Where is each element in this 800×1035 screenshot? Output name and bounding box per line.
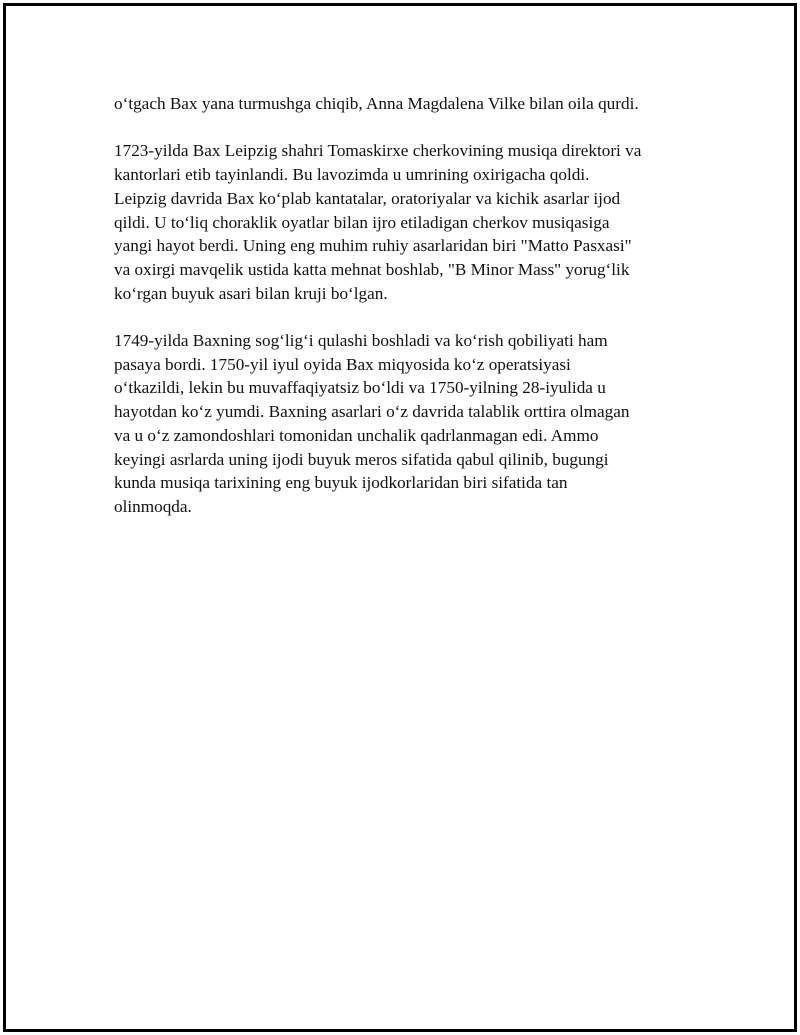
paragraph-leipzig-period: 1723-yilda Bax Leipzig shahri Tomaskirxe cherkovining musiqa direktori va kantorlari etib tayinlandi. Bu lavozimda u umrining oxirigacha qoldi. Leipzig davrida Bax ko‘plab kantatalar, oratoriyalar va kichik asarlar ijod qildi. U to‘liq choraklik oyatlar bilan ijro etiladigan cherkov musiqasiga yangi hayot berdi. Uning eng muhim ruhiy asarlaridan biri "Matto Pasxasi" va oxirgi mavqelik ustida katta mehnat boshlab, "B Minor Mass" yorug‘lik ko‘rgan buyuk asari bilan kruji bo‘lgan. xyxy=(114,141,642,303)
paragraph-final-years: 1749-yilda Baxning sog‘lig‘i qulashi boshladi va ko‘rish qobiliyati ham pasaya bordi. 1750-yil iyul oyida Bax miqyosida ko‘z operatsiyasi o‘tkazildi, lekin bu muvaffaqiyatsiz bo‘ldi va 1750-yilning 28-iyulida u hayotdan ko‘z yumdi. Baxning asarlari o‘z davrida talablik orttira olmagan va u o‘z zamondoshlari tomonidan unchalik qadrlanmagan edi. Ammo keyingi asrlarda uning ijodi buyuk meros sifatida qabul qilinib, bugungi kunda musiqa tarixining eng buyuk ijodkorlaridan biri sifatida tan olinmoqda. xyxy=(114,331,630,516)
document-body xyxy=(114,92,704,542)
paragraph-marriage: o‘tgach Bax yana turmushga chiqib, Anna Magdalena Vilke bilan oila qurdi. xyxy=(114,94,639,113)
